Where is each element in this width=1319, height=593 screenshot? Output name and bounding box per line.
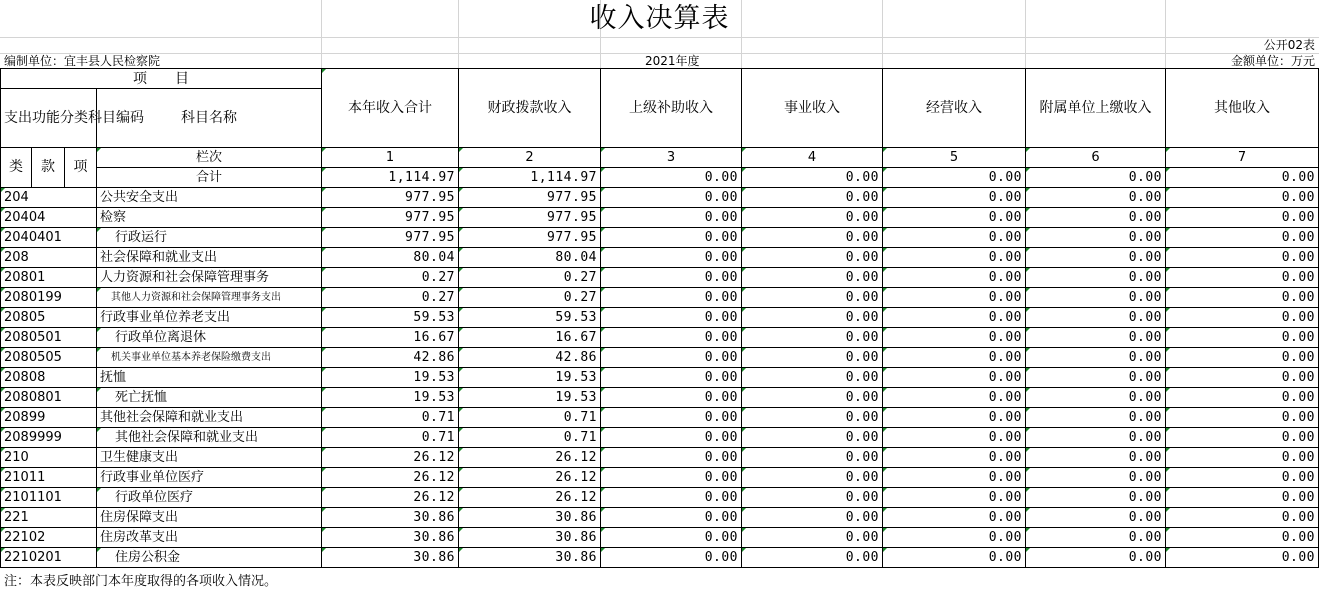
row-name: 住房公积金 <box>97 548 322 568</box>
value-cell: 0.00 <box>883 468 1026 488</box>
row-name: 行政运行 <box>97 228 322 248</box>
value-cell: 0.00 <box>883 208 1026 228</box>
value-cell: 0.00 <box>601 428 742 448</box>
value-cell: 42.86 <box>459 348 601 368</box>
row-name: 行政事业单位养老支出 <box>97 308 322 328</box>
value-cell: 0.00 <box>601 508 742 528</box>
table-row <box>1 508 1319 528</box>
col-number: 2 <box>459 148 601 168</box>
value-cell: 0.00 <box>883 288 1026 308</box>
value-cell: 0.00 <box>883 488 1026 508</box>
value-cell: 0.00 <box>742 388 883 408</box>
value-cell: 16.67 <box>459 328 601 348</box>
lei-header: 类 <box>1 148 32 188</box>
value-cell: 0.00 <box>601 228 742 248</box>
value-cell: 0.00 <box>883 268 1026 288</box>
item-header: 项 目 <box>1 69 322 89</box>
row-code: 22102 <box>1 528 97 548</box>
value-cell: 0.00 <box>1026 288 1166 308</box>
value-cell: 0.00 <box>1026 308 1166 328</box>
value-cell: 26.12 <box>459 468 601 488</box>
row-code: 21011 <box>1 468 97 488</box>
value-cell: 0.00 <box>742 188 883 208</box>
value-cell: 0.00 <box>601 528 742 548</box>
value-cell: 0.00 <box>1026 428 1166 448</box>
row-name: 抚恤 <box>97 368 322 388</box>
col-number: 4 <box>742 148 883 168</box>
value-cell: 977.95 <box>459 228 601 248</box>
value-cell: 0.00 <box>742 368 883 388</box>
value-cell: 0.00 <box>601 288 742 308</box>
value-cell: 0.00 <box>742 348 883 368</box>
value-cell: 977.95 <box>322 208 459 228</box>
col-number: 6 <box>1026 148 1166 168</box>
value-cell: 0.00 <box>883 328 1026 348</box>
total-cell: 0.00 <box>601 168 742 188</box>
table-row <box>1 288 1319 308</box>
col-header: 其他收入 <box>1166 69 1319 148</box>
value-cell: 0.00 <box>1026 408 1166 428</box>
value-cell: 0.00 <box>1166 368 1319 388</box>
value-cell: 0.00 <box>742 248 883 268</box>
value-cell: 0.00 <box>742 228 883 248</box>
value-cell: 0.27 <box>459 268 601 288</box>
col-number: 5 <box>883 148 1026 168</box>
value-cell: 0.00 <box>601 328 742 348</box>
value-cell: 0.00 <box>1166 528 1319 548</box>
value-cell: 0.00 <box>601 408 742 428</box>
table-row <box>1 228 1319 248</box>
value-cell: 0.00 <box>1166 288 1319 308</box>
money-unit: 金额单位：万元 <box>1230 54 1315 68</box>
value-cell: 0.00 <box>601 268 742 288</box>
table-row <box>1 448 1319 468</box>
value-cell: 0.00 <box>1166 328 1319 348</box>
col-number: 7 <box>1166 148 1319 168</box>
value-cell: 0.00 <box>883 408 1026 428</box>
value-cell: 0.00 <box>1166 228 1319 248</box>
value-cell: 42.86 <box>322 348 459 368</box>
gridline <box>0 37 1319 38</box>
lanci-label: 栏次 <box>97 148 322 168</box>
col-header: 事业收入 <box>742 69 883 148</box>
value-cell: 0.00 <box>883 428 1026 448</box>
value-cell: 0.00 <box>1026 368 1166 388</box>
xiang-header: 项 <box>65 148 97 188</box>
value-cell: 0.00 <box>601 208 742 228</box>
total-cell: 1,114.97 <box>459 168 601 188</box>
value-cell: 0.00 <box>1026 548 1166 568</box>
total-cell: 0.00 <box>742 168 883 188</box>
value-cell: 0.71 <box>322 428 459 448</box>
value-cell: 0.00 <box>883 548 1026 568</box>
form-number: 公开02表 <box>1263 38 1315 52</box>
row-name: 机关事业单位基本养老保险缴费支出 <box>97 348 322 368</box>
row-code: 2080801 <box>1 388 97 408</box>
value-cell: 0.00 <box>1166 448 1319 468</box>
value-cell: 59.53 <box>322 308 459 328</box>
value-cell: 0.00 <box>601 188 742 208</box>
total-label: 合计 <box>97 168 322 188</box>
value-cell: 0.00 <box>742 208 883 228</box>
col-number: 3 <box>601 148 742 168</box>
table-row <box>1 488 1319 508</box>
col-header: 本年收入合计 <box>322 69 459 148</box>
value-cell: 0.00 <box>1166 248 1319 268</box>
value-cell: 0.00 <box>742 508 883 528</box>
row-name: 行政单位离退休 <box>97 328 322 348</box>
row-name: 其他人力资源和社会保障管理事务支出 <box>97 288 322 308</box>
value-cell: 0.00 <box>1166 188 1319 208</box>
value-cell: 26.12 <box>322 488 459 508</box>
table-row <box>1 548 1319 568</box>
value-cell: 0.00 <box>883 228 1026 248</box>
table-row <box>1 248 1319 268</box>
value-cell: 0.27 <box>322 288 459 308</box>
row-code: 20404 <box>1 208 97 228</box>
value-cell: 0.27 <box>459 288 601 308</box>
value-cell: 0.27 <box>322 268 459 288</box>
table-row <box>1 528 1319 548</box>
row-name: 其他社会保障和就业支出 <box>97 408 322 428</box>
value-cell: 0.00 <box>742 528 883 548</box>
value-cell: 0.00 <box>1166 508 1319 528</box>
value-cell: 0.00 <box>1166 468 1319 488</box>
value-cell: 19.53 <box>322 388 459 408</box>
row-code: 2101101 <box>1 488 97 508</box>
value-cell: 30.86 <box>322 548 459 568</box>
value-cell: 0.00 <box>1026 188 1166 208</box>
value-cell: 0.00 <box>742 268 883 288</box>
kuan-header: 款 <box>32 148 65 188</box>
value-cell: 0.00 <box>1026 328 1166 348</box>
value-cell: 0.00 <box>601 348 742 368</box>
value-cell: 0.00 <box>1166 208 1319 228</box>
value-cell: 26.12 <box>322 468 459 488</box>
value-cell: 0.00 <box>742 468 883 488</box>
row-name: 人力资源和社会保障管理事务 <box>97 268 322 288</box>
value-cell: 0.00 <box>883 388 1026 408</box>
value-cell: 0.71 <box>459 408 601 428</box>
value-cell: 30.86 <box>459 508 601 528</box>
row-name: 社会保障和就业支出 <box>97 248 322 268</box>
value-cell: 19.53 <box>322 368 459 388</box>
total-cell: 0.00 <box>1026 168 1166 188</box>
value-cell: 0.00 <box>1166 388 1319 408</box>
value-cell: 0.00 <box>601 448 742 468</box>
row-code: 210 <box>1 448 97 468</box>
value-cell: 0.71 <box>322 408 459 428</box>
value-cell: 0.00 <box>1026 228 1166 248</box>
table-row <box>1 328 1319 348</box>
row-code: 2089999 <box>1 428 97 448</box>
value-cell: 0.00 <box>1026 208 1166 228</box>
row-code: 2210201 <box>1 548 97 568</box>
row-code: 2040401 <box>1 228 97 248</box>
value-cell: 0.00 <box>883 528 1026 548</box>
value-cell: 977.95 <box>322 228 459 248</box>
value-cell: 977.95 <box>459 188 601 208</box>
value-cell: 977.95 <box>459 208 601 228</box>
row-code: 20808 <box>1 368 97 388</box>
value-cell: 30.86 <box>322 508 459 528</box>
value-cell: 0.00 <box>1026 388 1166 408</box>
value-cell: 30.86 <box>322 528 459 548</box>
fiscal-year: 2021年度 <box>645 54 700 68</box>
value-cell: 0.00 <box>1026 528 1166 548</box>
value-cell: 0.00 <box>742 308 883 328</box>
compiling-unit: 编制单位：宜丰县人民检察院 <box>4 54 161 68</box>
income-table <box>0 68 1319 568</box>
value-cell: 0.71 <box>459 428 601 448</box>
table-row <box>1 308 1319 328</box>
value-cell: 0.00 <box>742 548 883 568</box>
value-cell: 0.00 <box>1026 248 1166 268</box>
value-cell: 0.00 <box>883 368 1026 388</box>
row-name: 行政事业单位医疗 <box>97 468 322 488</box>
value-cell: 80.04 <box>459 248 601 268</box>
value-cell: 0.00 <box>601 468 742 488</box>
row-code: 208 <box>1 248 97 268</box>
name-header: 科目名称 <box>97 89 322 148</box>
table-row <box>1 408 1319 428</box>
value-cell: 0.00 <box>601 488 742 508</box>
value-cell: 0.00 <box>601 368 742 388</box>
value-cell: 0.00 <box>883 308 1026 328</box>
row-code: 2080501 <box>1 328 97 348</box>
table-row <box>1 208 1319 228</box>
value-cell: 0.00 <box>1166 268 1319 288</box>
value-cell: 19.53 <box>459 388 601 408</box>
table-row <box>1 188 1319 208</box>
row-name: 其他社会保障和就业支出 <box>97 428 322 448</box>
value-cell: 0.00 <box>1166 408 1319 428</box>
table-row <box>1 268 1319 288</box>
value-cell: 16.67 <box>322 328 459 348</box>
col-header: 财政拨款收入 <box>459 69 601 148</box>
value-cell: 0.00 <box>742 448 883 468</box>
value-cell: 0.00 <box>1026 448 1166 468</box>
row-code: 20805 <box>1 308 97 328</box>
row-name: 公共安全支出 <box>97 188 322 208</box>
value-cell: 0.00 <box>1166 548 1319 568</box>
value-cell: 0.00 <box>601 548 742 568</box>
value-cell: 0.00 <box>742 328 883 348</box>
value-cell: 0.00 <box>601 308 742 328</box>
col-header: 上级补助收入 <box>601 69 742 148</box>
value-cell: 0.00 <box>1166 348 1319 368</box>
table-row <box>1 428 1319 448</box>
value-cell: 26.12 <box>459 488 601 508</box>
value-cell: 0.00 <box>1166 308 1319 328</box>
value-cell: 0.00 <box>601 248 742 268</box>
total-cell: 1,114.97 <box>322 168 459 188</box>
value-cell: 80.04 <box>322 248 459 268</box>
value-cell: 977.95 <box>322 188 459 208</box>
total-cell: 0.00 <box>1166 168 1319 188</box>
table-row <box>1 348 1319 368</box>
value-cell: 0.00 <box>883 348 1026 368</box>
total-cell: 0.00 <box>883 168 1026 188</box>
value-cell: 0.00 <box>1026 348 1166 368</box>
value-cell: 0.00 <box>883 248 1026 268</box>
value-cell: 0.00 <box>1166 488 1319 508</box>
value-cell: 0.00 <box>742 488 883 508</box>
row-name: 行政单位医疗 <box>97 488 322 508</box>
value-cell: 0.00 <box>742 428 883 448</box>
value-cell: 0.00 <box>742 288 883 308</box>
value-cell: 0.00 <box>742 408 883 428</box>
col-header: 经营收入 <box>883 69 1026 148</box>
row-code: 2080505 <box>1 348 97 368</box>
col-header: 附属单位上缴收入 <box>1026 69 1166 148</box>
code-header: 支出功能分类科目编码 <box>1 89 97 148</box>
row-code: 2080199 <box>1 288 97 308</box>
value-cell: 59.53 <box>459 308 601 328</box>
value-cell: 0.00 <box>1026 508 1166 528</box>
value-cell: 0.00 <box>1166 428 1319 448</box>
col-number: 1 <box>322 148 459 168</box>
value-cell: 0.00 <box>883 508 1026 528</box>
value-cell: 30.86 <box>459 528 601 548</box>
table-row <box>1 468 1319 488</box>
value-cell: 0.00 <box>601 388 742 408</box>
table-row <box>1 368 1319 388</box>
value-cell: 0.00 <box>1026 488 1166 508</box>
row-code: 204 <box>1 188 97 208</box>
value-cell: 26.12 <box>322 448 459 468</box>
row-name: 死亡抚恤 <box>97 388 322 408</box>
row-name: 检察 <box>97 208 322 228</box>
row-code: 20801 <box>1 268 97 288</box>
value-cell: 26.12 <box>459 448 601 468</box>
page-title: 收入决算表 <box>589 3 730 34</box>
value-cell: 30.86 <box>459 548 601 568</box>
row-name: 住房改革支出 <box>97 528 322 548</box>
footnote: 注：本表反映部门本年度取得的各项收入情况。 <box>4 574 278 589</box>
value-cell: 0.00 <box>1026 268 1166 288</box>
table-row <box>1 388 1319 408</box>
value-cell: 0.00 <box>1026 468 1166 488</box>
value-cell: 19.53 <box>459 368 601 388</box>
row-name: 卫生健康支出 <box>97 448 322 468</box>
value-cell: 0.00 <box>883 188 1026 208</box>
row-name: 住房保障支出 <box>97 508 322 528</box>
row-code: 20899 <box>1 408 97 428</box>
row-code: 221 <box>1 508 97 528</box>
value-cell: 0.00 <box>883 448 1026 468</box>
